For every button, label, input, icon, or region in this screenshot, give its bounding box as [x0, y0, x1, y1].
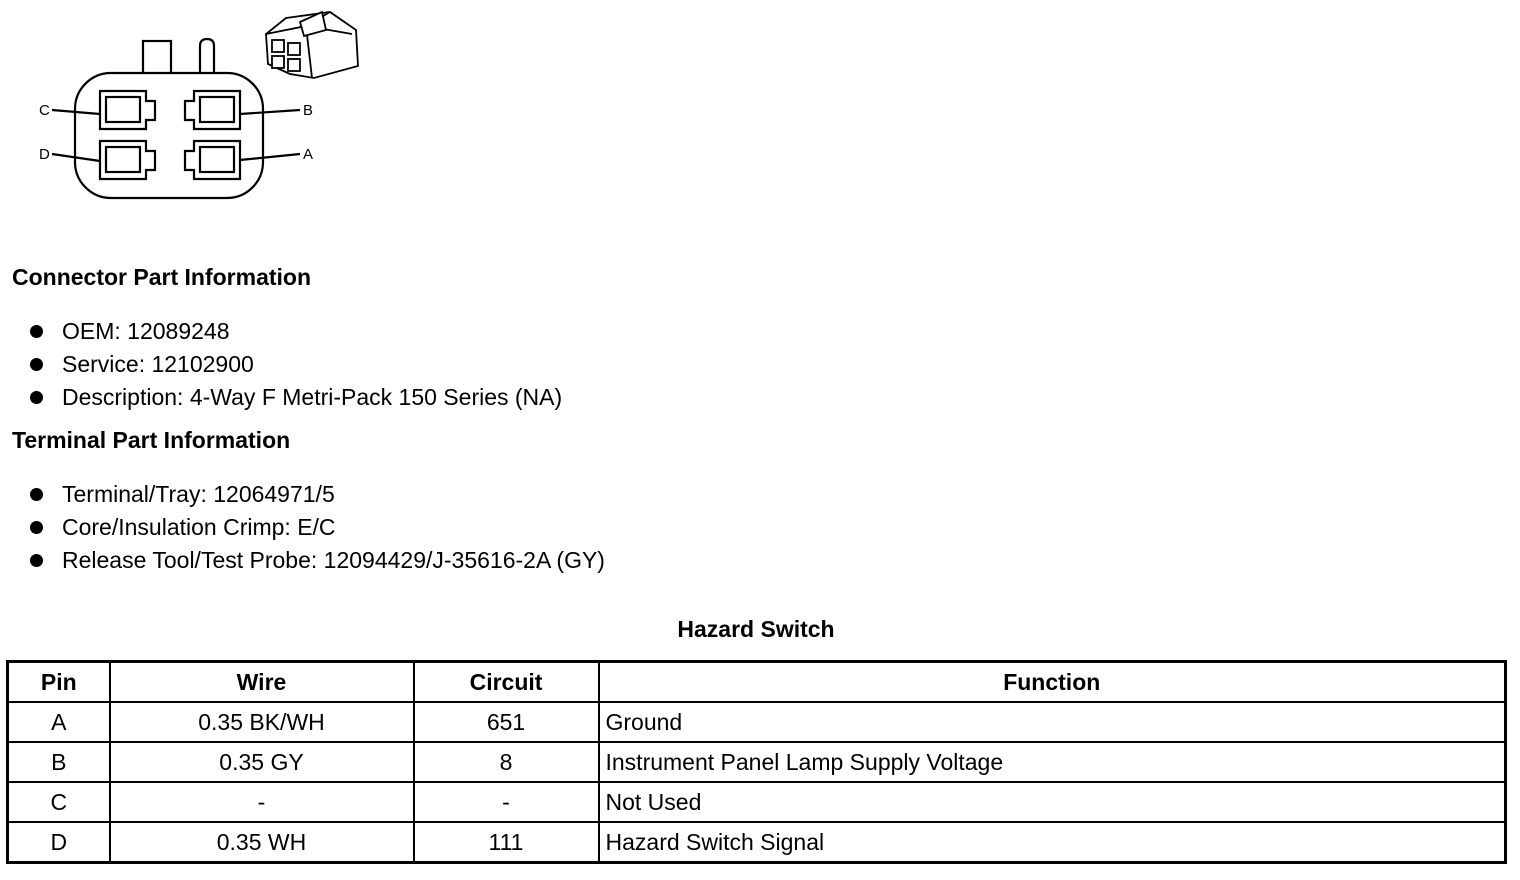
table-row: [8, 822, 1506, 863]
function-cell: Not Used: [599, 782, 1506, 822]
column-header-wire: Wire: [110, 662, 414, 703]
connector-face-diagram: [0, 0, 380, 215]
bullet-icon: [30, 325, 43, 338]
pin-cell: D: [8, 822, 110, 863]
connector-part-heading: Connector Part Information: [12, 264, 312, 290]
bullet-icon: [30, 521, 43, 534]
list-item: Description: 4-Way F Metri-Pack 150 Series (NA): [30, 381, 562, 414]
circuit-cell: 8: [414, 742, 599, 782]
table-title: Hazard Switch: [677, 616, 835, 642]
wire-cell: 0.35 GY: [110, 742, 414, 782]
list-item: Release Tool/Test Probe: 12094429/J-35616-2A (GY): [30, 544, 605, 577]
list-item: Service: 12102900: [30, 348, 562, 381]
bullet-icon: [30, 358, 43, 371]
wire-cell: 0.35 BK/WH: [110, 702, 414, 742]
bullet-icon: [30, 488, 43, 501]
connector-isometric-icon: [266, 12, 358, 78]
circuit-cell: 651: [414, 702, 599, 742]
circuit-cell: -: [414, 782, 599, 822]
function-cell: Hazard Switch Signal: [599, 822, 1506, 863]
terminal-part-heading: Terminal Part Information: [12, 427, 291, 453]
wire-cell: 0.35 WH: [110, 822, 414, 863]
bullet-icon: [30, 554, 43, 567]
pin-label-a: A: [303, 146, 314, 163]
pin-label-b: B: [303, 102, 314, 119]
pin-label-d: D: [39, 146, 50, 163]
pin-cell: A: [8, 702, 110, 742]
circuit-cell: 111: [414, 822, 599, 863]
column-header-function: Function: [599, 662, 1506, 703]
list-item: OEM: 12089248: [30, 315, 562, 348]
terminal-part-list: [30, 478, 605, 577]
function-cell: Instrument Panel Lamp Supply Voltage: [599, 742, 1506, 782]
pin-cell: B: [8, 742, 110, 782]
wire-cell: -: [110, 782, 414, 822]
table-row: [8, 702, 1506, 742]
function-cell: Ground: [599, 702, 1506, 742]
column-header-pin: Pin: [8, 662, 110, 703]
list-item: Core/Insulation Crimp: E/C: [30, 511, 605, 544]
column-header-circuit: Circuit: [414, 662, 599, 703]
pinout-table: [6, 660, 1507, 864]
bullet-icon: [30, 391, 43, 404]
pin-cell: C: [8, 782, 110, 822]
connector-part-list: [30, 315, 562, 414]
table-header-row: [8, 662, 1506, 703]
list-item: Terminal/Tray: 12064971/5: [30, 478, 605, 511]
table-row: [8, 782, 1506, 822]
pin-label-c: C: [39, 102, 50, 119]
table-row: [8, 742, 1506, 782]
